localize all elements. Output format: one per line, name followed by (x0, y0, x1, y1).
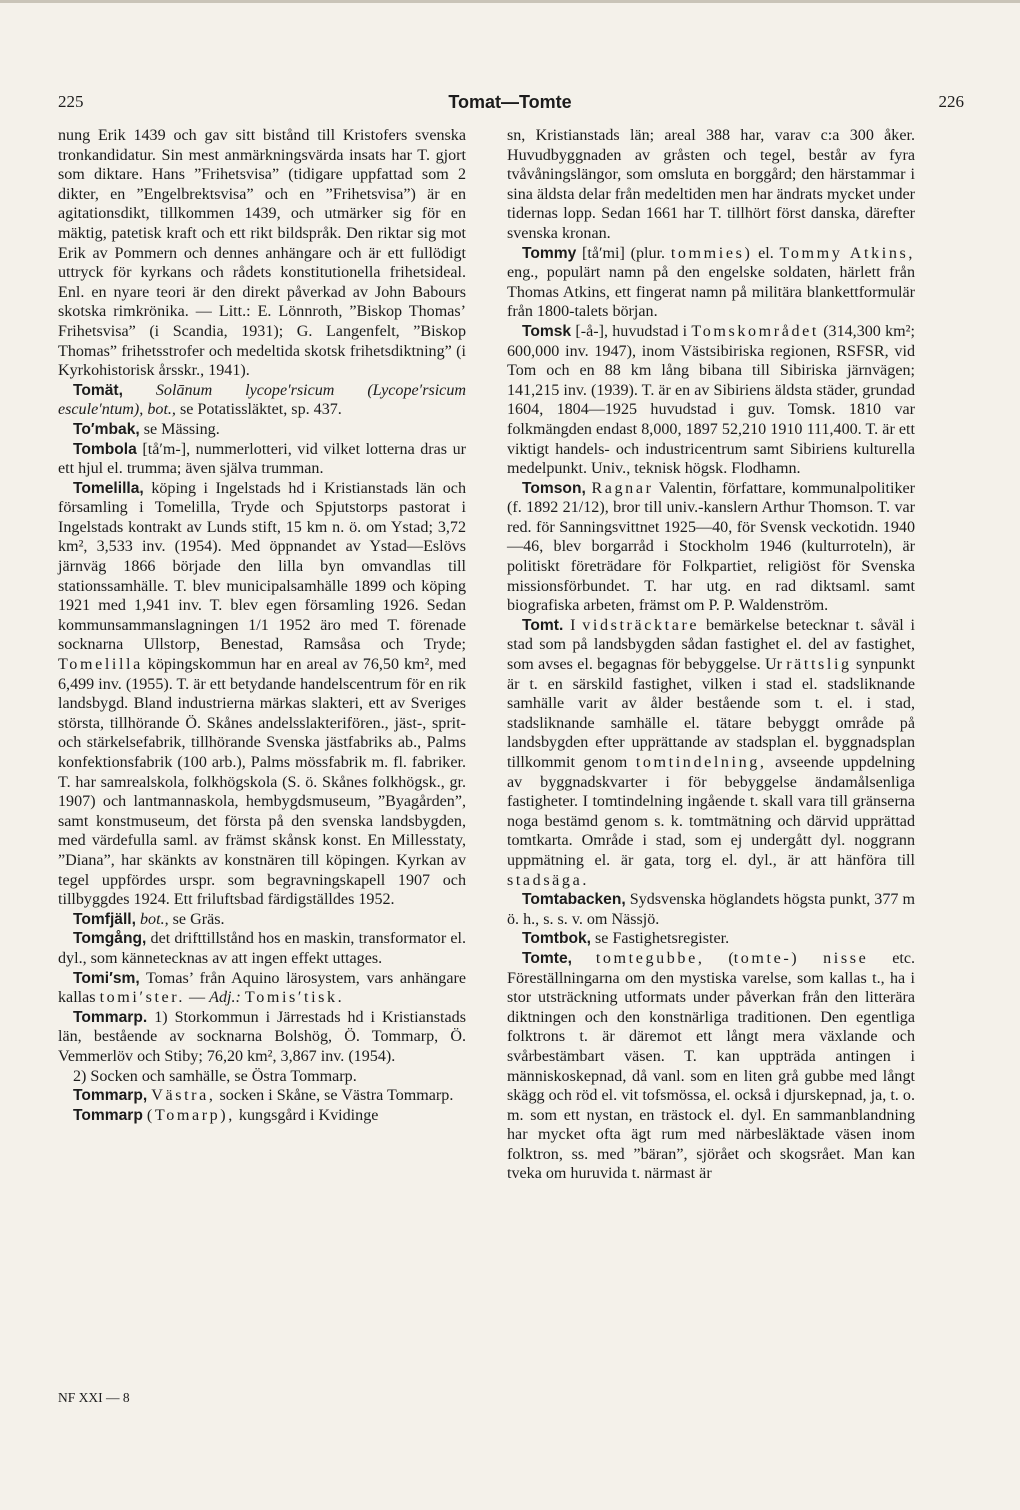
entry-text: köping i Ingelstads hd i Kristianstads län och församling i Tomelilla, Tryde och Spjutstorps pastorat i Ingelstads kontrakt av Lunds stift, 15 km n. ö. om Ystad; 3,72 km², 3,533 inv. (1954). Med öppnandet av Ystad—Eslövs järnväg 1866 började den lilla byn omvandlas till stationssamhälle. T. blev municipalsamhälle 1899 och köping 1921 med 1,941 inv. T. blev egen församling 1926. Sedan kommunsammanslagningen 1/1 1952 äro med T. förenade socknarna Ullstorp, Benestad, Ramsåsa och Tryde; (58, 479, 466, 654)
entry-text: socken i Skåne, se Västra Tommarp. (219, 1087, 454, 1105)
entry-tomelilla (58, 479, 466, 910)
entry-tomson (507, 479, 915, 616)
abbr: bot., (147, 401, 176, 419)
entry-tomism (58, 969, 466, 1008)
entry-text: — (189, 989, 206, 1007)
entry-text: eng., populärt namn på den engelske soldaten, härlett från Thomas Atkins, ett fingerat namn på militära blankettformulär från 1800-talets början. (507, 264, 915, 321)
entry-text: ( (728, 949, 734, 967)
entry-text: 1) Storkommun i Järrestads hd i Kristianstads län, bestående av socknarna Bolshög, Ö. Tommarp, Ö. Vemmerlöv och Stiby; 76,20 km², 3,867 inv. (1954). (58, 1008, 466, 1065)
entry-tomte (507, 949, 915, 1184)
entry-text: se Mässing. (143, 420, 220, 438)
headword: Tombola (73, 440, 137, 458)
entry-text: [-å-], huvudstad i (575, 322, 688, 340)
entry-tombak (58, 420, 466, 440)
entry-text: Tomas’ från Aquino lärosystem, vars anhängare kallas (58, 969, 466, 1007)
entry-text: köpingskommun har en areal av 76,50 km², med 6,499 inv. (1955). T. är ett betydande handelscentrum för en rik landsbygd. Bland industrierna märkas slakteri, ett av Sveriges största, tillhörande Ö. Skånes andelsslakterifören., jäst-, sprit- och stärkelsefabrik, tillhörande Svenska jästfabriks ab., Palms konfektionsfabrik (100 arb.), Palms mössfabrik m. fl. fabriker. T. har samrealskola, folkhögskola (S. ö. Skånes folkhögsk., gr. 1907) och lantmannaskola, hembygdsmuseum, ”Byagården”, samt konstmuseum, det första på den svenska landsbygden, med värdefulla saml. av främst skånsk konst. En Millesstaty, ”Diana”, har skänkts av konstnären till köpingen. Kyrkan av tegel uppfördes urspr. som begravningskapell 1907 och tillbyggdes 1924. Ett friluftsbad färdigställdes 1952. (58, 656, 466, 909)
page-number-left: 225 (58, 92, 84, 111)
headword: To′mbak, (73, 420, 140, 438)
headword: Tommarp, (73, 1087, 148, 1105)
entry-text: avseende uppdelning av byggnadskvarter i för bebyggelse ändamålsenliga fastigheter. I tomtindelning ingående t. skall vara till gränserna noga bestämd genom s. k. tomtmätning och därvid upprättad tomtkarta. Område i stad, som ej undergått dyl. noggrann uppmätning el. är gata, torg el. dyl., är att hänföra till (507, 754, 915, 869)
spaced-term: rättslig (786, 656, 852, 674)
spaced-term: nisse (823, 949, 869, 967)
headword: Tomelilla, (73, 479, 144, 497)
spaced-term: stadsäga. (507, 871, 589, 889)
entry-tommarp (58, 1008, 466, 1067)
entry-tommarp-vastra (58, 1086, 466, 1106)
entry-text: el. (758, 244, 774, 262)
running-title: Tomat—Tomte (448, 92, 572, 112)
entry-tommarp-kungsgard (58, 1106, 466, 1126)
entry-text: se Gräs. (172, 910, 225, 928)
headword: Tomtabacken, (522, 891, 626, 909)
entry-text: kungsgård i Kvidinge (238, 1106, 379, 1124)
spaced-term: tomte-) (733, 949, 800, 967)
page-top-border (0, 0, 1020, 3)
entry-tomfjall (58, 910, 466, 930)
spaced-term: vidsträcktare (582, 616, 700, 634)
spaced-term: tomtindelning, (635, 754, 767, 771)
spaced-term: tomi′ster. (99, 989, 185, 1007)
spaced-term: Tomskområdet (691, 322, 819, 340)
entry-tomtabacken (507, 890, 915, 929)
entry-text: se Potatissläktet, sp. 437. (180, 401, 342, 419)
headword: Tomson, (522, 479, 586, 497)
spaced-term: (Tomarp), (146, 1106, 235, 1124)
entry-tomat (58, 381, 466, 420)
left-column (58, 126, 466, 1125)
entry-text: [tå′mi] (plur. (582, 244, 666, 262)
entry-text: Sydsvenska höglandets högsta punkt, 377 m ö. h., s. s. v. om Nässjö. (507, 891, 916, 928)
entry-text: det drifttillstånd hos en maskin, transformator el. dyl., som kännetecknas av att ingen effekt uttages. (58, 930, 466, 967)
headword: Tomsk (522, 322, 572, 340)
spaced-term: Västra, (151, 1087, 216, 1105)
entry-tomsk (507, 322, 915, 479)
spaced-term: Tommy Atkins, (779, 244, 915, 262)
headword: Tomt. (522, 616, 564, 634)
paragraph-tommarp-continued: sn, Kristianstads län; areal 388 har, varav c:a 300 åker. Huvudbyggnaden av gråsten och tegel, består av fyra tvåvåningslängor, som omsluta en borggård; den härstammar i sina äldsta delar från medeltiden men har ändrats mycket under tidernas lopp. Sedan 1661 har T. tillhört först danska, därefter svenska kronan. (507, 127, 915, 242)
entry-tomtbok (507, 929, 915, 949)
entry-text: (314,300 km²; 600,000 inv. 1947), inom Västsibiriska regionen, RSFSR, vid Tom och en 88 km lång bibana till Sibiriska järnvägen; 141,215 inv. (1939). T. är en av Sibiriens äldsta städer, grundad 1604, 1804—1925 huvudstad i guv. Tomsk. 1810 var folkmängden endast 8,000, 1897 52,210 1910 111,400. T. är ett viktigt handels- och industricentrum samt Sibiriens kulturella medelpunkt. Univ., teknisk högsk. Flodhamn. (507, 322, 915, 478)
spaced-term: Tomelilla (58, 656, 143, 674)
entry-tomgang (58, 929, 466, 968)
latin-name: Solānum lycope′rsicum (Lycope′rsicum escule′ntum), (58, 381, 466, 419)
headword: Tomfjäll, (73, 910, 136, 928)
abbr: bot., (140, 910, 169, 928)
entry-text: Valentin, författare, kommunalpolitiker (f. 1892 21/12), bror till univ.-kanslern Arthur Thomson. T. var red. för Sanningsvittnet 1925—40, för Svensk veckotidn. 1940—46, blev borgarråd i Stockholm 1946 (kulturroteln), är politiskt företrädare för Folkpartiet, religiöst för Svenska missionsförbundet. T. har utg. en rad diktsaml. samt biografiska arbeten, främst om P. P. Waldenström. (507, 479, 915, 615)
headword: Tommy (522, 244, 577, 262)
entry-tomt (507, 616, 915, 890)
headword: Tomtbok, (522, 930, 592, 948)
signature-mark: NF XXI — 8 (58, 1390, 130, 1405)
spaced-term: Ragnar (591, 479, 654, 497)
spaced-term: tommies) (670, 244, 753, 262)
entry-text: bemärkelse betecknar t. såväl i stad som på landsbygden sådan fastighet el. del av fastighet, som avses el. begagnas för bebyggelse. Ur (507, 616, 915, 674)
paragraph-tomas-continued: nung Erik 1439 och gav sitt bistånd till Kristofers svenska tronkandidatur. Sin mest anmärkningsvärda insats har T. gjort som diktare. Hans ”Frihetsvisa” (tidigare uppfattad som 2 dikter, en ”Engelbrektsvisa” och en ”Frihetsvisa”) är en agitationsdikt, tillkommen 1439, och utmärker sig för en mäktig, patetisk kraft och ett rikt bildspråk. Den riktar sig mot Erik av Pommern och dennes anhängare och är ett fullödigt uttryck för kyrkans och rådets konstitutionella frihetsideal. Enl. en nyare teori är den direkt påverkad av John Babours skotska rimkrönika. — Litt.: E. Lönnroth, ”Biskop Thomas’ Frihetsvisa” (i Scandia, 1931); G. Langenfelt, ”Biskop Thomas” frihetsstrofer och medeltida skotsk frihetsdiktning” (i Kyrkohistorisk årsskr., 1941). (58, 127, 466, 380)
entry-text: etc. Föreställningarna om den mystiska varelse, som kallas t., ha i stor utsträckning utformats under påverkan från den litterära diktningen och den konstnärliga traditionen. Den egentliga folktrons t. är däremot ett långt mera växlande och svårbestämbart väsen. T. kan uppträda antingen i människoskepnad, då vanl. som en liten grå gubbe med långt skägg och röd el. vit tofsmössa, el. också i djurskepnad, ja, t. o. m. som ett nystan, en trästock el. dyl. En sammanblandning har mycket ofta ägt rum med närbesläktade väsen inom folktron, ss. med ”bäran”, sjörået och skogsrået. Man kan tveka om huruvida t. närmast är (507, 949, 915, 1183)
entry-tombola (58, 440, 466, 479)
right-column (507, 126, 915, 1184)
page-number-right: 226 (938, 92, 964, 111)
entry-tommy (507, 244, 915, 322)
spaced-term: tomtegubbe, (595, 949, 705, 967)
headword: Tomte, (522, 949, 572, 967)
entry-text: synpunkt är t. en särskild fastighet, vilken i stad el. stadsliknande samhälle varit av ålder bestående som t. el. i stad, stadsliknande samhälle el. tätare bebyggt område på landsbygden efter upprättande av stadsplan el. byggnadsplan tillkommit genom (507, 656, 915, 771)
entry-tommarp-2: 2) Socken och samhälle, se Östra Tommarp. (73, 1067, 357, 1085)
entry-text: I (570, 616, 576, 634)
headword: Tommarp. (73, 1008, 148, 1026)
entry-text: [tå′m-], nummerlotteri, vid vilket lotterna dras ur ett hjul el. trumma; även själva trumman. (58, 440, 467, 478)
headword: Tomi′sm, (73, 969, 140, 987)
headword: Tomgång, (73, 930, 147, 948)
headword: Tommarp (73, 1106, 143, 1124)
abbr: Adj.: (209, 989, 241, 1007)
spaced-term: Tomis′tisk. (244, 989, 345, 1007)
entry-text: se Fastighetsregister. (595, 930, 730, 948)
headword: Tomät, (73, 381, 123, 399)
